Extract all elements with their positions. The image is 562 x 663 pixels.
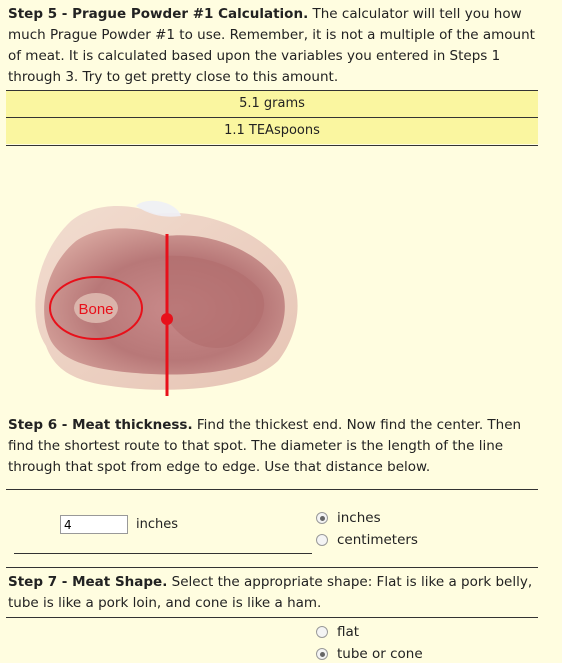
step7-heading: Step 7 - Meat Shape. <box>8 574 168 590</box>
step7-text: Select the appropriate shape: Flat is like a pork belly, tube is like a pork loin, and cone is like a ham. <box>8 574 533 611</box>
result-teaspoons: 1.1 TEAspoons <box>6 117 538 144</box>
step7-description <box>8 572 548 614</box>
step6-text: Find the thickest end. Now find the center. Then find the shortest route to that spot. The diameter is the length of the line through that spot from edge to edge. Use that distance below. <box>8 417 522 475</box>
step5-heading: Step 5 - Prague Powder #1 Calculation. <box>8 6 309 22</box>
step5-text: The calculator will tell you how much Prague Powder #1 to use. Remember, it is not a multiple of the amount of meat. It is calculated based upon the variables you entered in Steps 1 through 3. Try to get pretty close to this amount. <box>8 6 535 85</box>
radio-button[interactable] <box>316 626 328 638</box>
thickness-input[interactable] <box>60 515 128 534</box>
divider <box>14 553 312 554</box>
radio-button[interactable] <box>316 648 328 660</box>
unit-option-label: centimeters <box>337 532 418 548</box>
step6-description <box>8 415 548 478</box>
thickness-unit-label: inches <box>136 517 179 532</box>
result-grams: 5.1 grams <box>6 90 538 117</box>
divider <box>6 617 538 618</box>
center-point <box>161 313 173 325</box>
divider <box>6 567 538 568</box>
divider <box>6 145 538 146</box>
divider <box>6 489 538 490</box>
radio-button[interactable] <box>316 534 328 546</box>
shape-option-label: tube or cone <box>337 646 423 662</box>
ham-diagram-image <box>16 196 300 396</box>
unit-option-centimeters[interactable] <box>316 532 418 548</box>
step6-heading: Step 6 - Meat thickness. <box>8 417 193 433</box>
step5-description <box>8 4 548 88</box>
unit-option-inches[interactable] <box>316 510 381 526</box>
bone-label: Bone <box>78 301 114 318</box>
shape-option-flat[interactable] <box>316 624 359 640</box>
shape-option-tube-or-cone[interactable] <box>316 646 423 662</box>
radio-button[interactable] <box>316 512 328 524</box>
shape-option-label: flat <box>337 624 360 640</box>
unit-option-label: inches <box>337 510 381 526</box>
